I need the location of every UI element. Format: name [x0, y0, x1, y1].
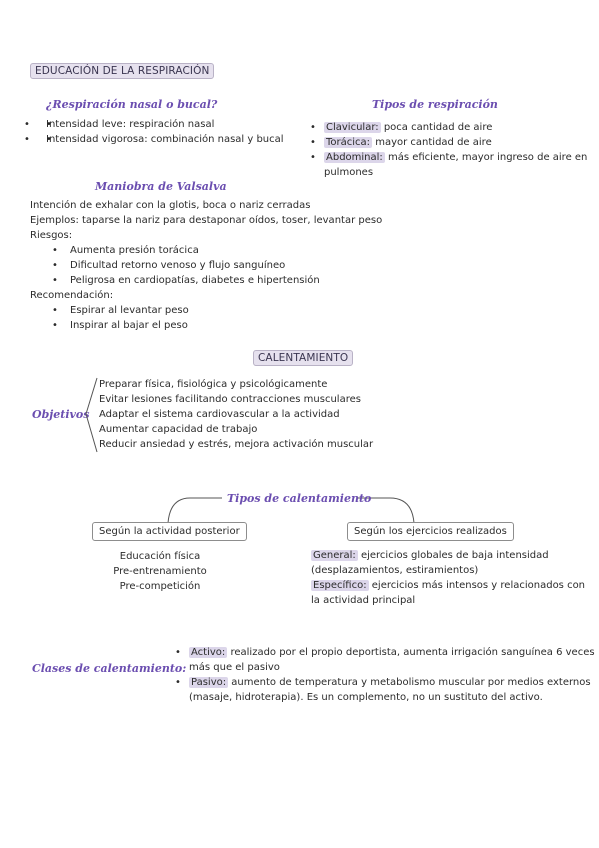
list-item: Adaptar el sistema cardiovascular a la actividad [99, 409, 340, 420]
box-ejercicios-realizados: Según los ejercicios realizados [347, 522, 514, 541]
riesgos-label: Riesgos: [30, 230, 73, 241]
list-item: Educación física [119, 551, 201, 562]
clases-list [175, 645, 595, 705]
list-item: Pre-competición [119, 581, 201, 592]
actividad-posterior-list [100, 549, 220, 594]
ejercicios-realizados-list [311, 548, 585, 608]
list-item-continuation: pulmones [324, 167, 374, 178]
list-item-continuation: la actividad principal [311, 595, 416, 606]
list-item: Reducir ansiedad y estrés, mejora activación muscular [99, 439, 374, 450]
valsalva-ejemplos: Ejemplos: taparse la nariz para destaponar oídos, toser, levantar peso [30, 215, 383, 226]
clases-label: Clases de calentamiento: [32, 662, 187, 675]
list-item: • • Intensidad leve: respiración nasal [46, 117, 284, 132]
recomendacion-list [30, 303, 382, 333]
tipos-respiracion-list [310, 120, 588, 180]
list-item-continuation: más que el pasivo [189, 662, 280, 673]
objetivos-label: Objetivos [32, 408, 90, 421]
list-item: Aumentar capacidad de trabajo [99, 424, 258, 435]
tipos-respiracion-title: Tipos de respiración [372, 98, 498, 111]
nasal-bucal-list [24, 117, 284, 147]
list-item: Preparar física, fisiológica y psicológicamente [99, 379, 328, 390]
valsalva-intro: Intención de exhalar con la glotis, boca o nariz cerradas [30, 200, 311, 211]
section-title-calentamiento: CALENTAMIENTO [253, 350, 353, 366]
section-title-respiracion: EDUCACIÓN DE LA RESPIRACIÓN [30, 63, 214, 79]
list-item: Específico: ejercicios más intensos y relacionados con [313, 580, 586, 591]
list-item: • Peligrosa en cardiopatías, diabetes e hipertensión [52, 275, 320, 286]
list-item: • Inspirar al bajar el peso [52, 320, 188, 331]
objetivos-brace [84, 376, 100, 456]
list-item-continuation: (desplazamientos, estiramientos) [311, 565, 479, 576]
list-item: General: ejercicios globales de baja intensidad [313, 550, 549, 561]
list-item: • Abdominal: más eficiente, mayor ingreso de aire en [310, 152, 588, 163]
list-item: • Activo: realizado por el propio deportista, aumenta irrigación sanguínea 6 veces [175, 647, 595, 658]
riesgos-list [30, 243, 382, 288]
list-item: • Clavicular: poca cantidad de aire [310, 122, 493, 133]
nasal-bucal-title: ¿Respiración nasal o bucal? [46, 98, 218, 111]
list-item: • Dificultad retorno venoso y flujo sanguíneo [52, 260, 286, 271]
box-actividad-posterior: Según la actividad posterior [92, 522, 247, 541]
list-item: Pre-entrenamiento [113, 566, 207, 577]
list-item: Evitar lesiones facilitando contracciones musculares [99, 394, 361, 405]
list-item: • Espirar al levantar peso [52, 305, 189, 316]
list-item: • Pasivo: aumento de temperatura y metabolismo muscular por medios externos [175, 677, 591, 688]
list-item: • Torácica: mayor cantidad de aire [310, 137, 492, 148]
objetivos-list [99, 377, 373, 452]
recomendacion-label: Recomendación: [30, 290, 114, 301]
valsalva-title: Maniobra de Valsalva [95, 180, 227, 193]
list-item: • Aumenta presión torácica [52, 245, 199, 256]
list-item: • • Intensidad vigorosa: combinación nasal y bucal [46, 132, 284, 147]
valsalva-body [30, 198, 382, 333]
list-item-continuation: (masaje, hidroterapia). Es un complemento, no un sustituto del activo. [189, 692, 543, 703]
tipos-calentamiento-title: Tipos de calentamiento [227, 492, 372, 505]
